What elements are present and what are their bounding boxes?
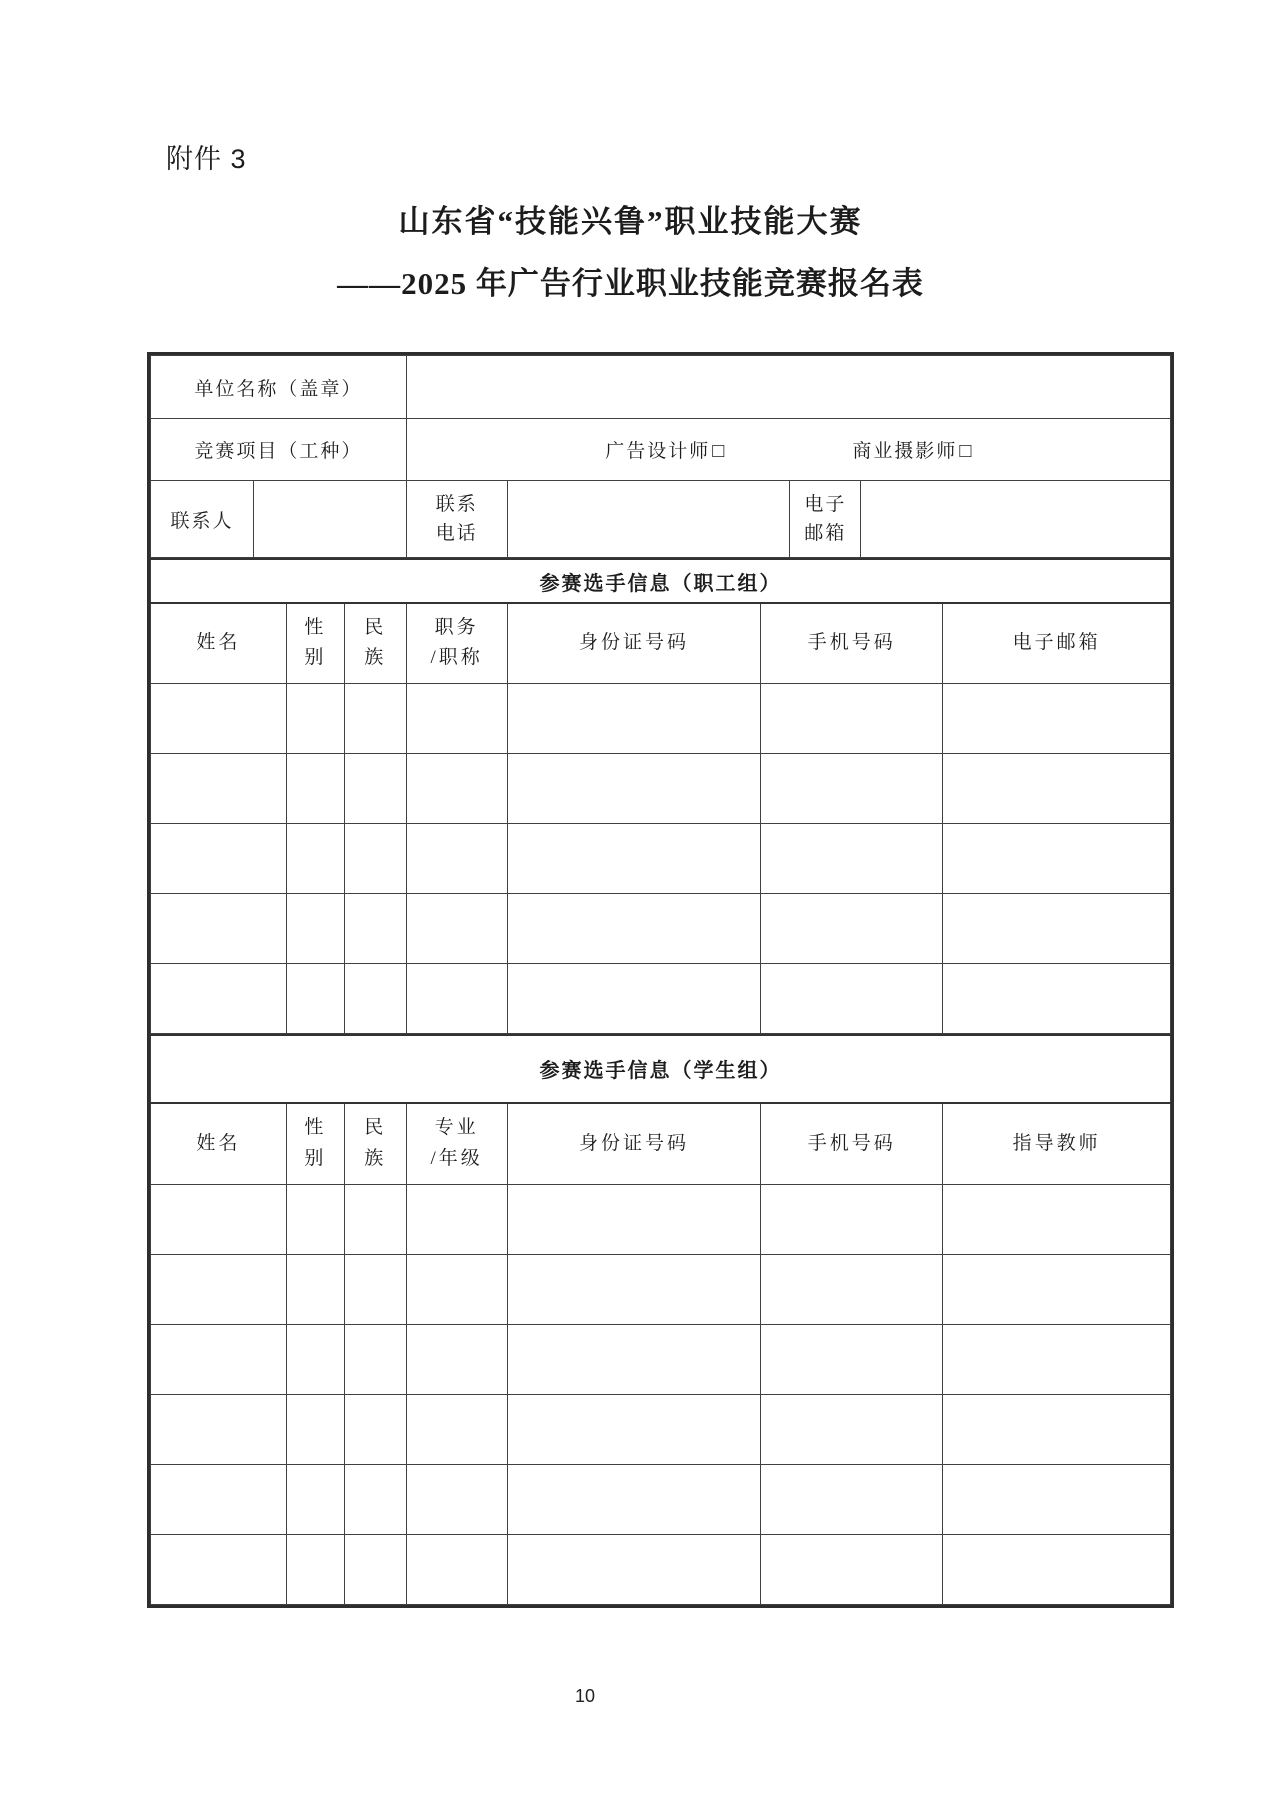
empty-cell	[406, 753, 507, 823]
empty-cell	[507, 963, 761, 1033]
employee-section-title: 参赛选手信息（职工组）	[151, 559, 1171, 603]
empty-cell	[761, 1395, 943, 1465]
empty-cell	[507, 1185, 761, 1255]
empty-cell	[151, 1465, 287, 1535]
empty-cell	[344, 963, 406, 1033]
empty-cell	[344, 1535, 406, 1605]
empty-cell	[151, 683, 287, 753]
empty-cell	[507, 683, 761, 753]
empty-cell	[151, 893, 287, 963]
table-row	[151, 1255, 1171, 1325]
contact-field	[253, 481, 406, 558]
empty-cell	[507, 893, 761, 963]
empty-cell	[507, 1465, 761, 1535]
registration-form-table	[147, 352, 1174, 1608]
column-header: 电子邮箱	[943, 603, 1171, 683]
empty-cell	[344, 1325, 406, 1395]
empty-cell	[507, 823, 761, 893]
column-header: 专业 /年级	[406, 1103, 507, 1185]
empty-cell	[761, 683, 943, 753]
column-header: 手机号码	[761, 1103, 943, 1185]
empty-cell	[286, 683, 344, 753]
empty-cell	[761, 1465, 943, 1535]
empty-cell	[406, 683, 507, 753]
empty-cell	[507, 753, 761, 823]
column-header: 性 别	[286, 603, 344, 683]
empty-cell	[286, 823, 344, 893]
empty-cell	[406, 963, 507, 1033]
empty-cell	[344, 1255, 406, 1325]
column-header: 姓名	[151, 1103, 287, 1185]
employee-section-row	[151, 559, 1171, 603]
table-row	[151, 1395, 1171, 1465]
table-row	[151, 1535, 1171, 1605]
employee-roster-table	[150, 558, 1171, 1034]
empty-cell	[761, 1255, 943, 1325]
column-header: 身份证号码	[507, 1103, 761, 1185]
page-title: 山东省“技能兴鲁”职业技能大赛	[398, 204, 863, 239]
empty-cell	[286, 1255, 344, 1325]
table-row	[151, 753, 1171, 823]
column-header: 手机号码	[761, 603, 943, 683]
checkbox-icon: □	[712, 440, 725, 462]
empty-cell	[344, 683, 406, 753]
empty-cell	[286, 963, 344, 1033]
empty-cell	[943, 1395, 1171, 1465]
empty-cell	[943, 823, 1171, 893]
empty-cell	[406, 1535, 507, 1605]
empty-cell	[286, 893, 344, 963]
empty-cell	[406, 1465, 507, 1535]
email-field	[861, 481, 1171, 558]
attachment-label: 附件 3	[166, 144, 247, 174]
event-row	[151, 419, 1171, 481]
phone-field	[507, 481, 790, 558]
empty-cell	[151, 1395, 287, 1465]
empty-cell	[943, 893, 1171, 963]
empty-cell	[344, 1395, 406, 1465]
column-header: 指导教师	[943, 1103, 1171, 1185]
column-header: 民 族	[344, 1103, 406, 1185]
page-subtitle: ——2025 年广告行业职业技能竞赛报名表	[337, 266, 924, 301]
checkbox-icon: □	[959, 440, 972, 462]
contact-label: 联系人	[151, 481, 254, 558]
empty-cell	[507, 1395, 761, 1465]
empty-cell	[286, 1325, 344, 1395]
column-header: 身份证号码	[507, 603, 761, 683]
unit-name-field	[406, 356, 1170, 419]
empty-cell	[507, 1535, 761, 1605]
empty-cell	[286, 1395, 344, 1465]
empty-cell	[943, 1535, 1171, 1605]
empty-cell	[406, 893, 507, 963]
table-row	[151, 1185, 1171, 1255]
email-label: 电子 邮箱	[790, 481, 861, 558]
column-header: 职务 /职称	[406, 603, 507, 683]
empty-cell	[151, 963, 287, 1033]
empty-cell	[943, 1325, 1171, 1395]
empty-cell	[344, 1465, 406, 1535]
table-row	[151, 963, 1171, 1033]
unit-name-row	[151, 356, 1171, 419]
empty-cell	[943, 753, 1171, 823]
contact-row	[151, 481, 1171, 558]
empty-cell	[151, 1325, 287, 1395]
empty-cell	[761, 963, 943, 1033]
table-row	[151, 893, 1171, 963]
unit-name-label: 单位名称（盖章）	[151, 356, 407, 419]
empty-cell	[286, 1535, 344, 1605]
empty-cell	[286, 1185, 344, 1255]
event-label: 竞赛项目（工种）	[151, 419, 407, 481]
empty-cell	[943, 1255, 1171, 1325]
event-options-cell	[406, 419, 1170, 481]
empty-cell	[406, 1395, 507, 1465]
table-row	[151, 1325, 1171, 1395]
empty-cell	[151, 1255, 287, 1325]
table-row	[151, 823, 1171, 893]
empty-cell	[286, 753, 344, 823]
option-ad-designer: 广告设计师 □	[605, 440, 725, 462]
table-row	[151, 1465, 1171, 1535]
empty-cell	[286, 1465, 344, 1535]
empty-cell	[151, 753, 287, 823]
empty-cell	[943, 963, 1171, 1033]
empty-cell	[406, 1185, 507, 1255]
empty-cell	[761, 893, 943, 963]
column-header: 民 族	[344, 603, 406, 683]
empty-cell	[761, 1325, 943, 1395]
column-header: 姓名	[151, 603, 287, 683]
empty-cell	[344, 1185, 406, 1255]
option-commercial-photographer: 商业摄影师 □	[852, 440, 972, 462]
page-number: 10	[574, 1686, 596, 1706]
empty-cell	[406, 1255, 507, 1325]
student-section-title: 参赛选手信息（学生组）	[151, 1035, 1171, 1103]
empty-cell	[761, 753, 943, 823]
empty-cell	[943, 683, 1171, 753]
empty-cell	[406, 823, 507, 893]
student-roster-table	[150, 1034, 1171, 1606]
empty-cell	[406, 1325, 507, 1395]
empty-cell	[344, 823, 406, 893]
column-header: 性 别	[286, 1103, 344, 1185]
empty-cell	[151, 1185, 287, 1255]
empty-cell	[761, 1185, 943, 1255]
student-header-row	[151, 1103, 1171, 1185]
empty-cell	[344, 753, 406, 823]
document-titles	[120, 196, 1141, 303]
empty-cell	[761, 823, 943, 893]
empty-cell	[507, 1255, 761, 1325]
phone-label: 联系 电话	[406, 481, 507, 558]
empty-cell	[761, 1535, 943, 1605]
student-section-row	[151, 1035, 1171, 1103]
empty-cell	[943, 1465, 1171, 1535]
table-row	[151, 683, 1171, 753]
employee-header-row	[151, 603, 1171, 683]
empty-cell	[344, 893, 406, 963]
empty-cell	[507, 1325, 761, 1395]
form-info-table	[150, 355, 1171, 558]
empty-cell	[151, 1535, 287, 1605]
empty-cell	[943, 1185, 1171, 1255]
empty-cell	[151, 823, 287, 893]
